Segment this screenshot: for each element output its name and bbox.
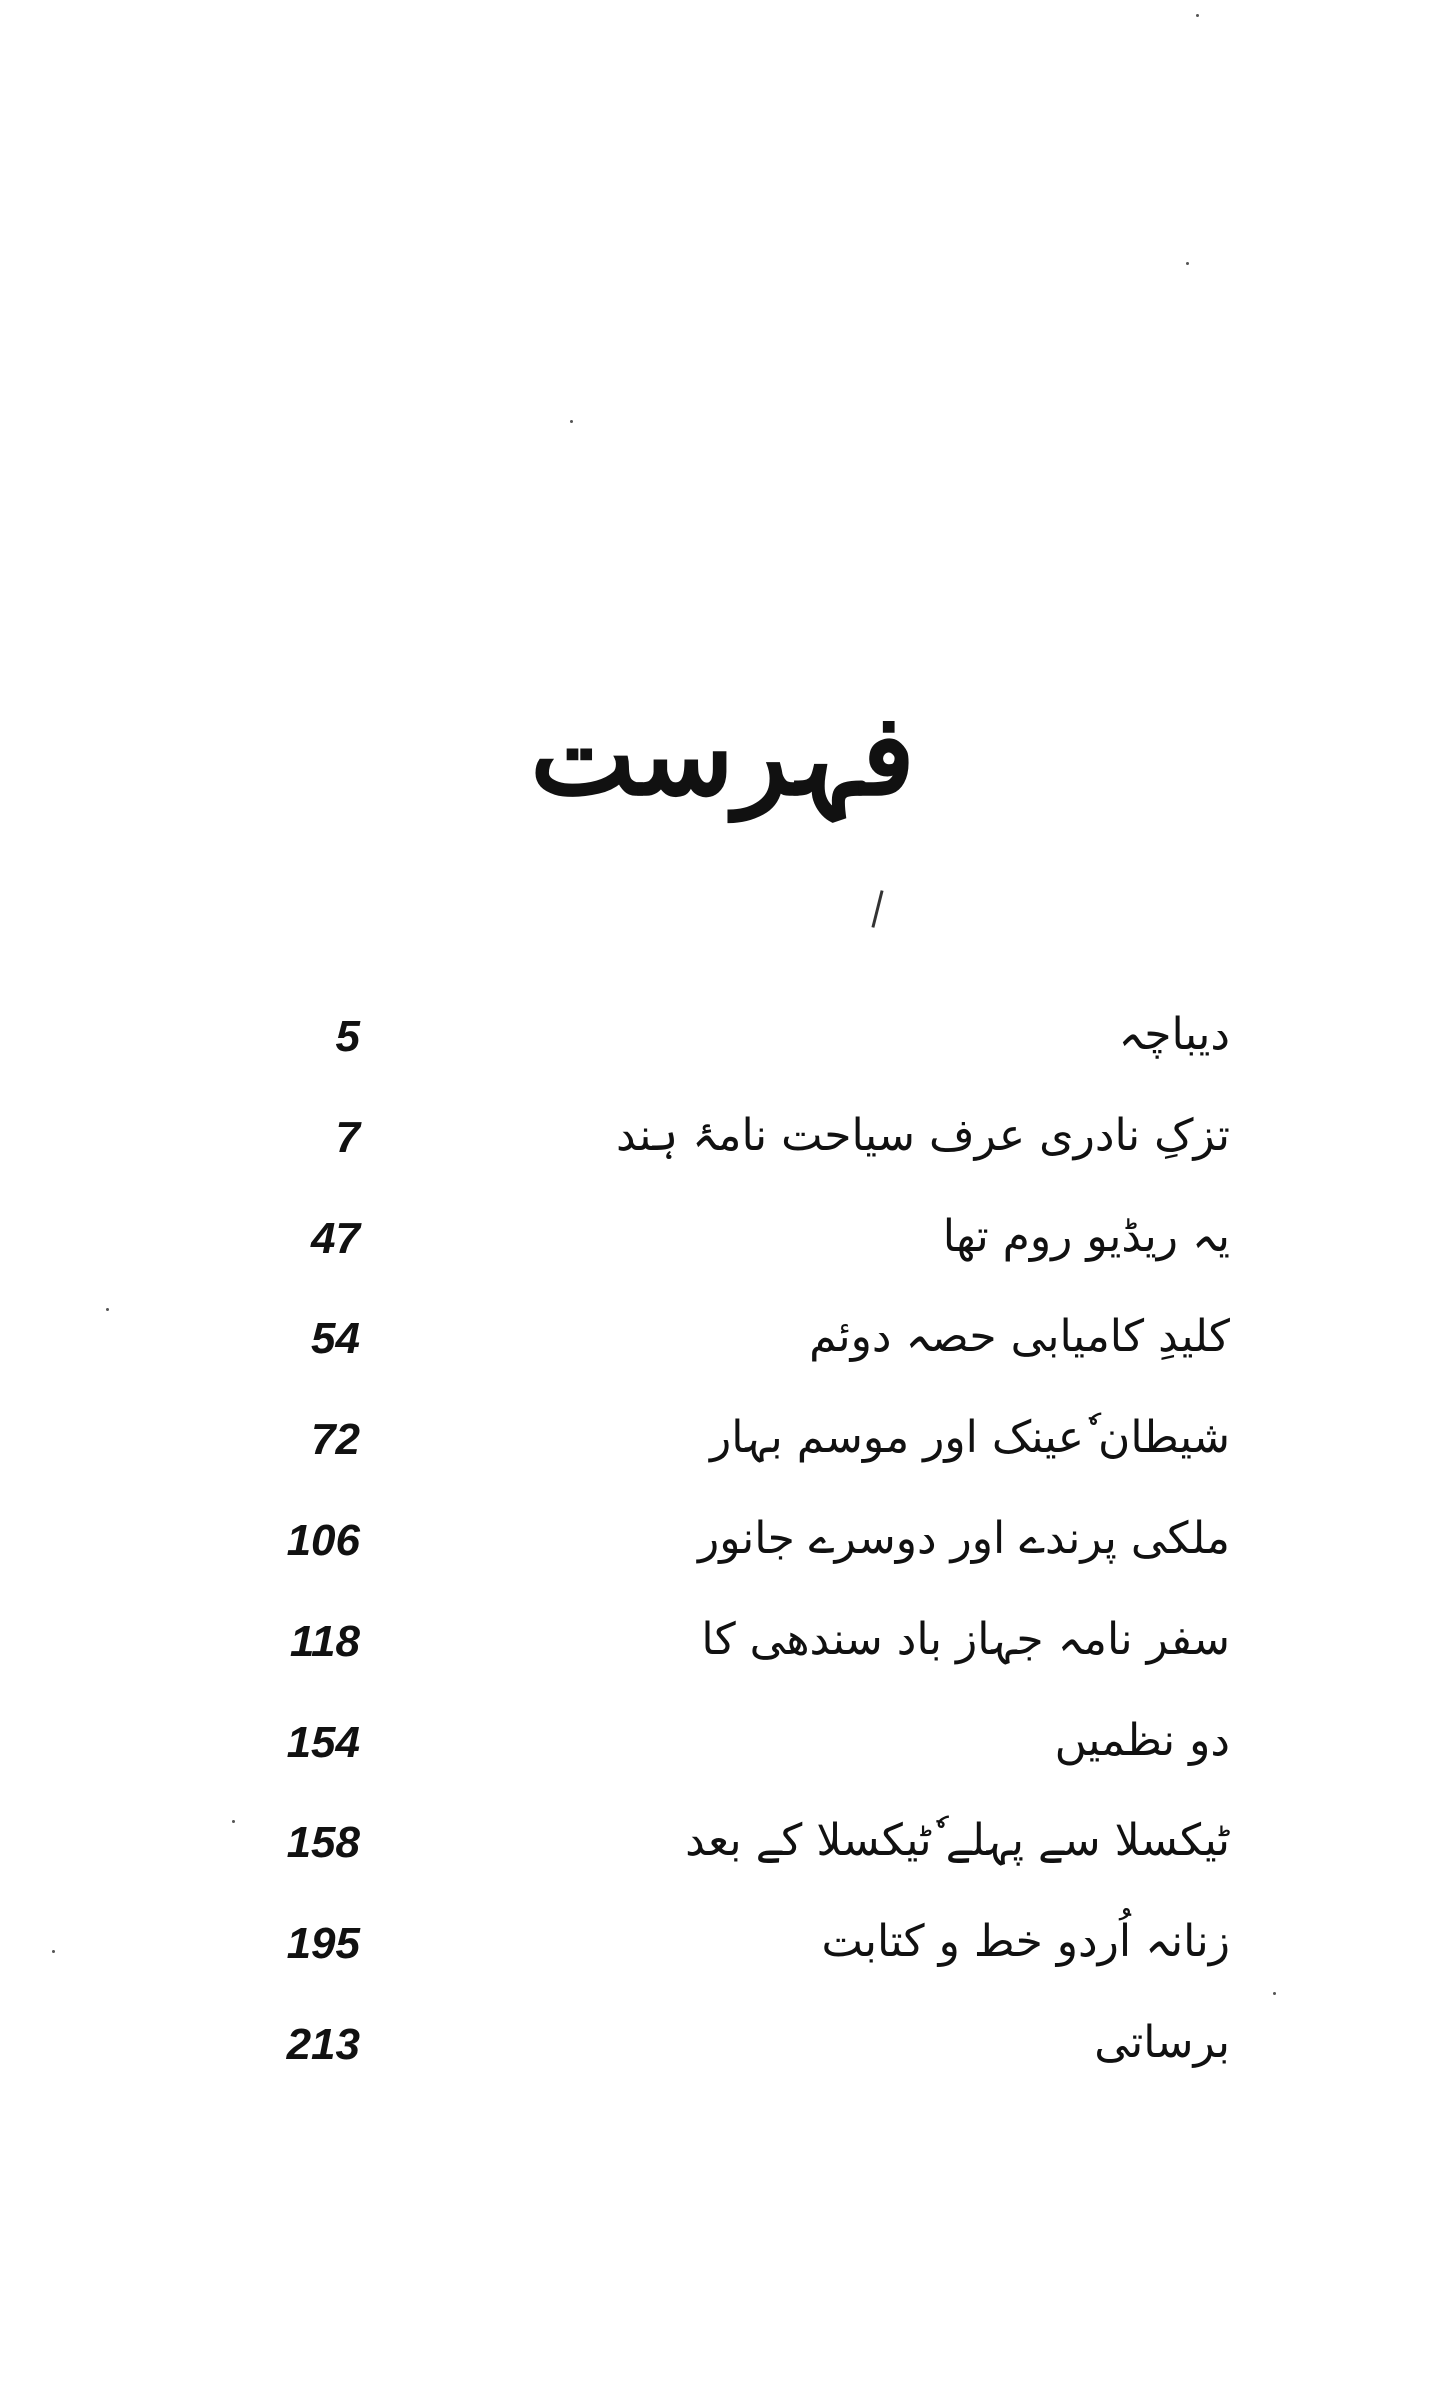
toc-entry bbox=[240, 1811, 1230, 1912]
toc-entry-page: 106 bbox=[286, 1515, 360, 1565]
table-of-contents bbox=[240, 1005, 1230, 2114]
toc-entry bbox=[240, 1610, 1230, 1711]
toc-entry bbox=[240, 1912, 1230, 2013]
pen-mark bbox=[871, 890, 883, 928]
toc-entry bbox=[240, 1307, 1230, 1408]
toc-entry bbox=[240, 1106, 1230, 1207]
toc-entry-title: زنانہ اُردو خط و کتابت bbox=[821, 1916, 1230, 1968]
toc-entry-page: 158 bbox=[286, 1818, 360, 1868]
toc-entry-page: 195 bbox=[286, 1919, 360, 1969]
toc-entry bbox=[240, 1207, 1230, 1308]
scan-speck bbox=[52, 1950, 55, 1953]
toc-entry-title: شیطان ٗعینک اور موسم بہار bbox=[710, 1412, 1230, 1464]
toc-entry-page: 154 bbox=[286, 1717, 360, 1767]
toc-entry-page: 5 bbox=[335, 1012, 360, 1061]
toc-entry-page: 47 bbox=[311, 1213, 360, 1263]
toc-entry-page: 72 bbox=[311, 1415, 360, 1465]
toc-entry bbox=[240, 1509, 1230, 1610]
scan-speck bbox=[232, 1820, 235, 1823]
toc-entry bbox=[240, 1408, 1230, 1509]
scan-speck bbox=[570, 420, 573, 423]
toc-entry-title: یہ ریڈیو روم تھا bbox=[942, 1210, 1230, 1262]
toc-entry bbox=[240, 1711, 1230, 1812]
page-title: فہرست bbox=[530, 690, 915, 821]
toc-entry-page: 54 bbox=[311, 1314, 360, 1364]
toc-entry-title: ملکی پرندے اور دوسرے جانور bbox=[697, 1512, 1230, 1564]
scan-speck bbox=[1196, 14, 1199, 17]
toc-entry-title: تزکِ نادری عرف سیاحت نامۂ ہند bbox=[615, 1109, 1230, 1161]
toc-entry-page: 7 bbox=[335, 1112, 360, 1162]
toc-entry-title: کلیدِ کامیابی حصہ دوئم bbox=[809, 1311, 1230, 1363]
toc-entry-title: سفر نامہ جہاز باد سندھی کا bbox=[701, 1613, 1230, 1665]
toc-entry-page: 213 bbox=[286, 2019, 360, 2069]
scan-speck bbox=[106, 1308, 109, 1311]
toc-entry-title: برساتی bbox=[1094, 2016, 1230, 2068]
scan-speck bbox=[1273, 1992, 1276, 1995]
toc-entry-page: 118 bbox=[289, 1616, 360, 1666]
toc-entry-title: ٹیکسلا سے پہلے ٗٹیکسلا کے بعد bbox=[685, 1815, 1230, 1867]
toc-entry-title: دو نظمیں bbox=[1054, 1714, 1230, 1766]
toc-entry bbox=[240, 2013, 1230, 2114]
toc-entry-title: دیباچہ bbox=[1118, 1009, 1230, 1060]
toc-entry bbox=[240, 1005, 1230, 1106]
scan-speck bbox=[1186, 262, 1189, 265]
